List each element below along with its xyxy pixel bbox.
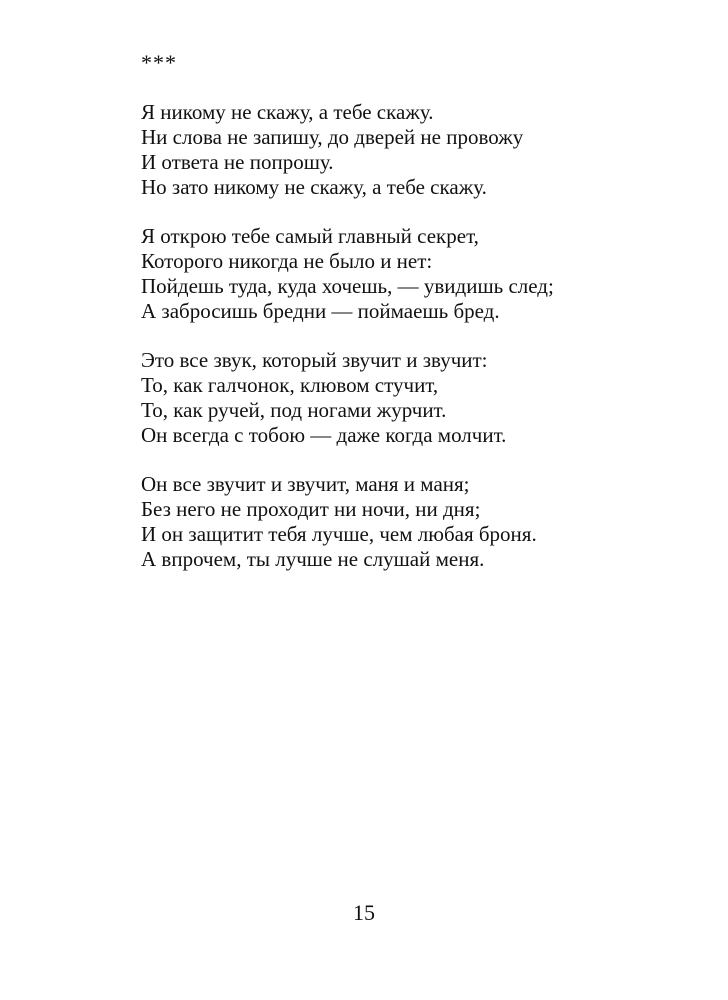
poem-line: Я никому не скажу, а тебе скажу. [141, 100, 434, 124]
stanza-1 [141, 100, 701, 200]
poem-line: И он защитит тебя лучше, чем любая броня. [141, 522, 537, 546]
poem-line: Пойдешь туда, куда хочешь, — увидишь след; [141, 274, 554, 298]
poem-line: А впрочем, ты лучше не слушай меня. [141, 547, 485, 571]
poem-line: То, как галчонок, клювом стучит, [141, 373, 439, 397]
poem-line: И ответа не попрошу. [141, 150, 334, 174]
poem [141, 100, 701, 596]
poem-line: Он все звучит и звучит, маня и маня; [141, 472, 470, 496]
stanza-3 [141, 348, 701, 448]
section-separator: *** [141, 50, 177, 75]
poem-line: Он всегда с тобою — даже когда молчит. [141, 423, 507, 447]
poem-line: Которого никогда не было и нет: [141, 249, 433, 273]
poem-line: Я открою тебе самый главный секрет, [141, 224, 479, 248]
poem-line: А забросишь бредни — поймаешь бред. [141, 299, 500, 323]
poem-line: То, как ручей, под ногами журчит. [141, 398, 447, 422]
poem-line: Ни слова не запишу, до дверей не провожу [141, 125, 524, 149]
poem-line: Без него не проходит ни ночи, ни дня; [141, 497, 481, 521]
poem-line: Но зато никому не скажу, а тебе скажу. [141, 175, 487, 199]
stanza-4 [141, 472, 701, 572]
page-number: 15 [353, 900, 375, 925]
stanza-2 [141, 224, 701, 324]
poem-line: Это все звук, который звучит и звучит: [141, 348, 488, 372]
